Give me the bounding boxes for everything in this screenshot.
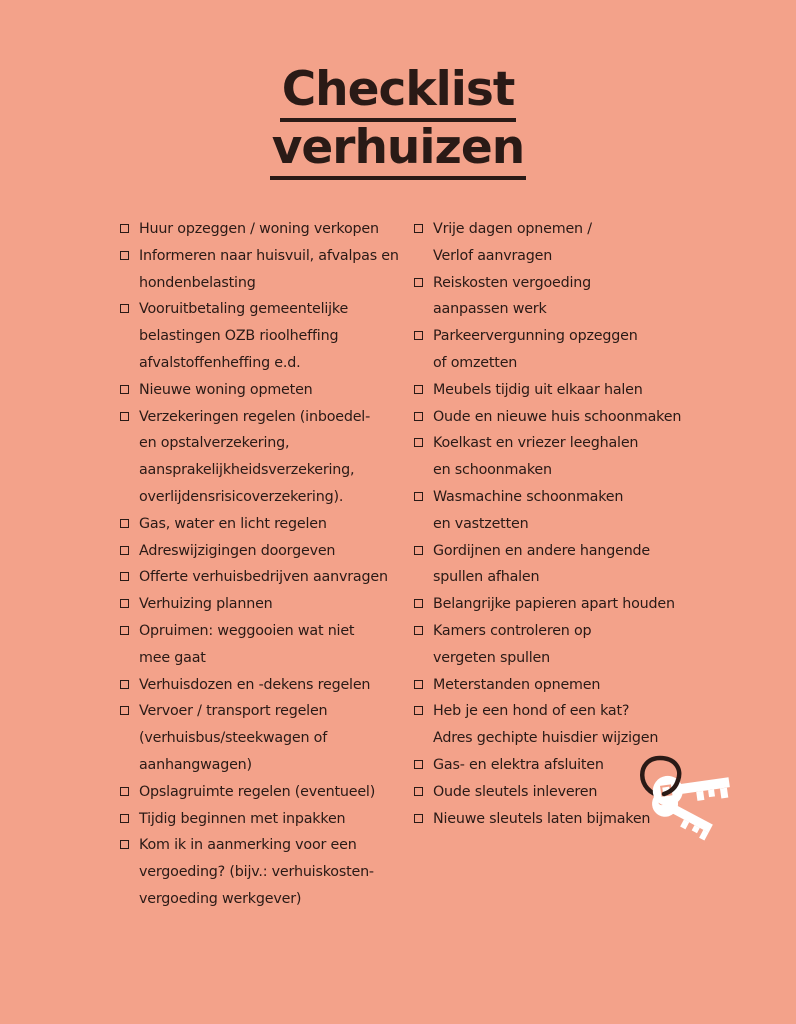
checkbox-icon[interactable] (414, 706, 423, 715)
checklist-item-text: Tijdig beginnen met inpakken (139, 810, 346, 827)
checklist-item (412, 484, 687, 538)
checkbox-icon[interactable] (120, 787, 129, 796)
checklist-item-text: mee gaat (139, 649, 206, 666)
checklist-item (118, 296, 408, 376)
checkbox-icon[interactable] (120, 251, 129, 260)
checkbox-icon[interactable] (414, 492, 423, 501)
checklist-item (118, 806, 408, 833)
checklist-item-text: (verhuisbus/steekwagen of (139, 730, 328, 747)
checkbox-icon[interactable] (120, 572, 129, 581)
checkbox-icon[interactable] (414, 626, 423, 635)
checklist-item-text: Gas- en elektra afsluiten (433, 756, 604, 773)
checklist-item-text: Wasmachine schoonmaken (433, 488, 624, 505)
checklist-item-text: Gas, water en licht regelen (139, 515, 327, 532)
checklist-item-text: Vrije dagen opnemen / (433, 221, 592, 237)
checkbox-icon[interactable] (120, 412, 129, 421)
checkbox-icon[interactable] (120, 626, 129, 635)
checkbox-icon[interactable] (414, 546, 423, 555)
checklist-item (412, 618, 687, 672)
checklist-item-text: spullen afhalen (433, 569, 540, 586)
checkbox-icon[interactable] (120, 224, 129, 233)
checklist-item-text: Reiskosten vergoeding (433, 274, 591, 291)
checklist-item-text: Kamers controleren op (433, 622, 592, 639)
checkbox-icon[interactable] (414, 787, 423, 796)
checklist-item-text: overlijdensrisicoverzekering). (139, 488, 344, 505)
checklist-item (412, 323, 687, 377)
checklist-right-column (412, 216, 687, 832)
checkbox-icon[interactable] (120, 680, 129, 689)
checklist-item-text: Koelkast en vriezer leeghalen (433, 435, 639, 452)
checklist-item (118, 832, 408, 912)
checkbox-icon[interactable] (120, 385, 129, 394)
checklist-item-text: Opslagruimte regelen (eventueel) (139, 783, 376, 800)
checklist-item (412, 672, 687, 699)
checklist-item (412, 404, 687, 431)
checklist-item-text: Opruimen: weggooien wat niet (139, 622, 355, 639)
checklist-item (412, 216, 687, 270)
checkbox-icon[interactable] (120, 840, 129, 849)
checkbox-icon[interactable] (120, 599, 129, 608)
checkbox-icon[interactable] (120, 706, 129, 715)
checkbox-icon[interactable] (414, 599, 423, 608)
checklist-item-text: Gordijnen en andere hangende (433, 542, 651, 559)
checklist-item (118, 404, 408, 511)
checklist-item (118, 377, 408, 404)
checkbox-icon[interactable] (120, 304, 129, 313)
checklist-item-text: Oude sleutels inleveren (433, 783, 598, 800)
checklist-item (412, 698, 687, 752)
checklist-item (118, 538, 408, 565)
checkbox-icon[interactable] (414, 438, 423, 447)
checklist-item-text: vergoeding? (bijv.: verhuiskosten- (139, 864, 374, 881)
checklist-item-text: Verhuisdozen en -dekens regelen (139, 676, 371, 693)
checklist-item (118, 672, 408, 699)
checklist-item-text: Belangrijke papieren apart houden (433, 596, 675, 613)
checklist-item (118, 618, 408, 672)
checklist-left-column (118, 216, 408, 913)
checkbox-icon[interactable] (120, 546, 129, 555)
checklist-item-text: Vervoer / transport regelen (139, 703, 328, 720)
checklist-item-text: Vooruitbetaling gemeentelijke (139, 301, 349, 318)
checklist-item-text: Verlof aanvragen (433, 247, 553, 264)
checklist-item-text: of omzetten (433, 354, 518, 371)
checklist-item-text: belastingen OZB rioolheffing (139, 328, 339, 345)
checklist-item (118, 779, 408, 806)
checkbox-icon[interactable] (414, 412, 423, 421)
checklist-item-text: Heb je een hond of een kat? (433, 703, 630, 720)
checklist-item-text: afvalstoffenheffing e.d. (139, 354, 301, 371)
checklist-item-text: en schoonmaken (433, 462, 552, 479)
checklist-item (412, 430, 687, 484)
checklist-item (118, 698, 408, 778)
checkbox-icon[interactable] (414, 760, 423, 769)
checklist-item-text: Kom ik in aanmerking voor een (139, 837, 357, 854)
checklist-item-text: Informeren naar huisvuil, afvalpas en (139, 247, 399, 264)
keys-icon (632, 752, 736, 856)
checklist-item (118, 216, 408, 243)
checklist-item-text: Verhuizing plannen (139, 596, 273, 613)
checklist-item-text: Meubels tijdig uit elkaar halen (433, 381, 643, 398)
checkbox-icon[interactable] (414, 224, 423, 233)
checklist-item (118, 564, 408, 591)
checklist-item (412, 377, 687, 404)
checklist-item-text: Huur opzeggen / woning verkopen (139, 221, 379, 237)
checkbox-icon[interactable] (414, 385, 423, 394)
checklist-item-text: aanpassen werk (433, 301, 547, 318)
checkbox-icon[interactable] (414, 278, 423, 287)
checklist-item-text: aansprakelijkheidsverzekering, (139, 462, 355, 479)
checkbox-icon[interactable] (120, 814, 129, 823)
checklist-item-text: Nieuwe woning opmeten (139, 381, 313, 398)
title-line-2: verhuizen (270, 120, 526, 180)
checklist-item (118, 511, 408, 538)
checkbox-icon[interactable] (414, 331, 423, 340)
checklist-item-text: vergoeding werkgever) (139, 890, 302, 907)
checklist-item (412, 538, 687, 592)
checkbox-icon[interactable] (414, 814, 423, 823)
checklist-item (412, 270, 687, 324)
checklist-item-text: Meterstanden opnemen (433, 676, 601, 693)
checklist-item-text: Parkeervergunning opzeggen (433, 328, 638, 345)
checkbox-icon[interactable] (120, 519, 129, 528)
checklist-item-text: Verzekeringen regelen (inboedel- (139, 408, 371, 425)
checklist-item-text: hondenbelasting (139, 274, 256, 291)
checklist-item-text: en vastzetten (433, 515, 529, 532)
title-line-1: Checklist (280, 62, 517, 122)
checklist-item-text: Offerte verhuisbedrijven aanvragen (139, 569, 388, 586)
checklist-item (118, 243, 408, 297)
checklist-item-text: Oude en nieuwe huis schoonmaken (433, 408, 682, 425)
checklist-item-text: Nieuwe sleutels laten bijmaken (433, 810, 651, 827)
checklist-item-text: Adres gechipte huisdier wijzigen (433, 730, 659, 747)
checklist-item-text: Adreswijzigingen doorgeven (139, 542, 336, 559)
checklist-item-text: aanhangwagen) (139, 756, 252, 773)
checkbox-icon[interactable] (414, 680, 423, 689)
checklist-item-text: vergeten spullen (433, 649, 550, 666)
page-title (0, 62, 796, 178)
checklist-item (118, 591, 408, 618)
checklist-item-text: en opstalverzekering, (139, 435, 290, 452)
checklist-item (412, 591, 687, 618)
